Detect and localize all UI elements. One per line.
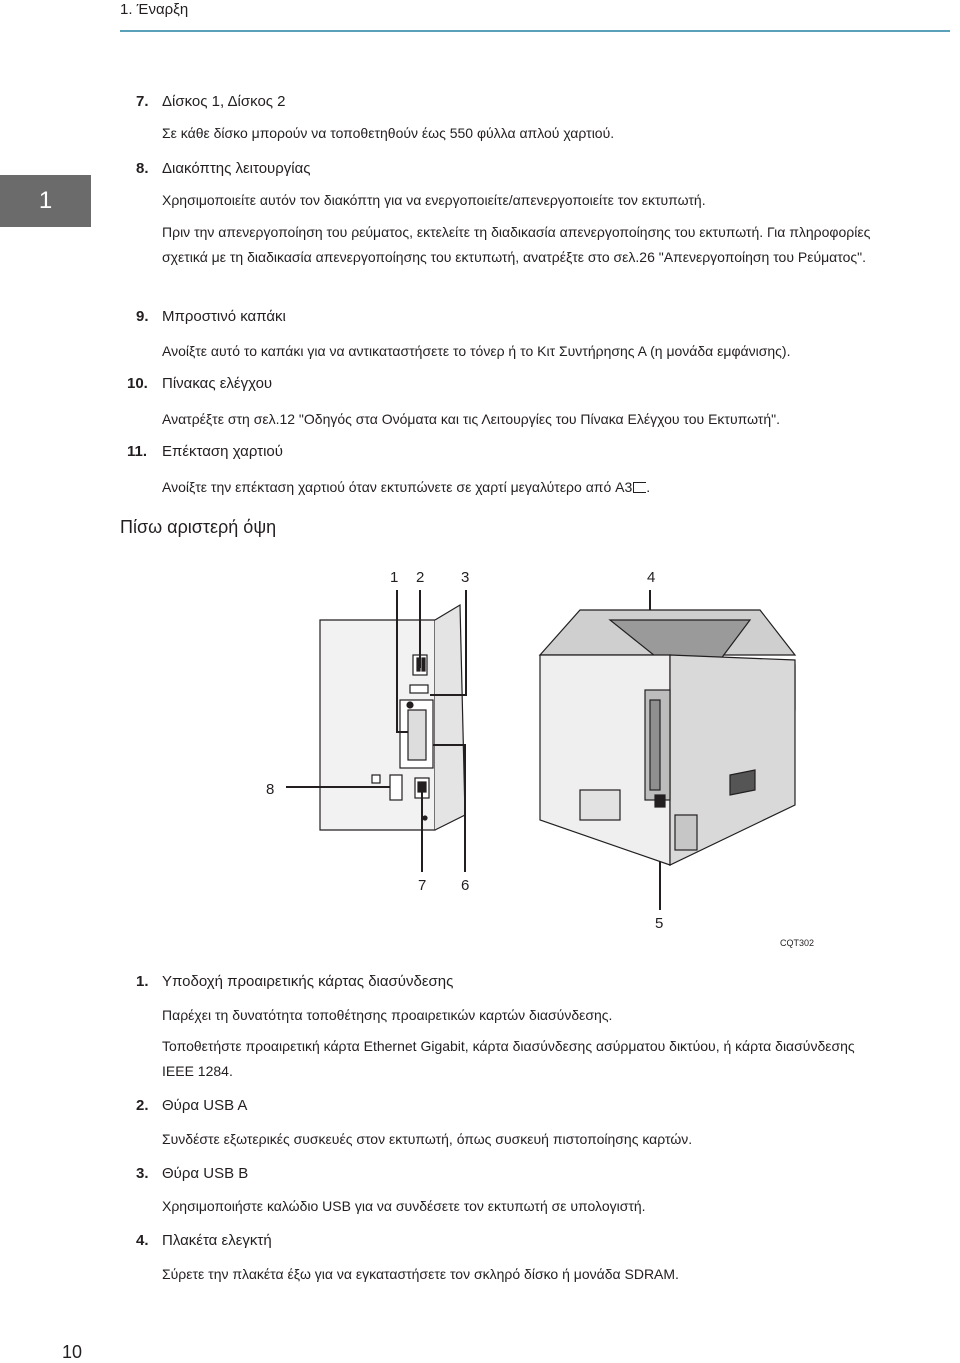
item-number: 10. <box>127 375 148 392</box>
callout-2: 2 <box>416 569 425 586</box>
item-heading: Θύρα USB B <box>162 1165 249 1182</box>
item-paragraph: Ανοίξτε αυτό το καπάκι για να αντικαταστήσετε το τόνερ ή το Κιτ Συντήρησης Α (η μονάδα εμφάνισης). <box>162 343 791 359</box>
paper-landscape-icon <box>633 482 646 493</box>
callout-1: 1 <box>390 569 399 586</box>
item-number: 11. <box>127 443 148 460</box>
printer-body <box>540 610 795 865</box>
item-heading: Πίνακας ελέγχου <box>162 375 273 392</box>
figure-code: CQT302 <box>780 938 815 948</box>
callout-6: 6 <box>461 877 470 894</box>
item-heading: Υποδοχή προαιρετικής κάρτας διασύνδεσης <box>162 973 454 990</box>
item-number: 8. <box>136 160 149 177</box>
item-heading: Μπροστινό καπάκι <box>162 308 286 325</box>
item-paragraph-suffix: . <box>646 479 651 495</box>
section-title: Πίσω αριστερή όψη <box>120 517 277 537</box>
item-number: 9. <box>136 308 149 325</box>
item-heading: Διακόπτης λειτουργίας <box>162 160 311 177</box>
printer-rear-left-view-illustration <box>250 560 830 960</box>
item-paragraph: Πριν την απενεργοποίηση του ρεύματος, εκτελείτε τη διαδικασία απενεργοποίησης του εκτυπωτή. Για πληροφορίες σχετικά με τη διαδικασία απενεργοποίησης του εκτυπωτή, ανατρέξτε στο σελ.26 "Απενεργοποίηση του Ρεύματος". <box>162 224 871 265</box>
port-detail-panel <box>320 605 465 830</box>
item-paragraph: Συνδέστε εξωτερικές συσκευές στον εκτυπωτή, όπως συσκευή πιστοποίησης καρτών. <box>162 1131 693 1147</box>
item-number: 4. <box>136 1232 149 1249</box>
callout-3: 3 <box>461 569 470 586</box>
item-paragraph: Τοποθετήστε προαιρετική κάρτα Ethernet Gigabit, κάρτα διασύνδεσης ασύρματου δικτύου, ή κάρτα διασύνδεσης IEEE 1284. <box>162 1038 855 1079</box>
item-paragraph: Χρησιμοποιήστε καλώδιο USB για να συνδέσετε τον εκτυπωτή σε υπολογιστή. <box>162 1198 646 1214</box>
item-number: 1. <box>136 973 149 990</box>
callout-4: 4 <box>647 569 656 586</box>
item-heading: Θύρα USB A <box>162 1097 248 1114</box>
item-paragraph: Χρησιμοποιείτε αυτόν τον διακόπτη για να ενεργοποιείτε/απενεργοποιείτε τον εκτυπωτή. <box>162 192 706 208</box>
page-number: 10 <box>62 1342 83 1362</box>
chapter-tab: 1 <box>0 175 91 227</box>
item-paragraph: Σύρετε την πλακέτα έξω για να εγκαταστήσετε τον σκληρό δίσκο ή μονάδα SDRAM. <box>162 1266 679 1282</box>
item-heading: Δίσκος 1, Δίσκος 2 <box>162 93 286 110</box>
item-number: 2. <box>136 1097 149 1114</box>
header-rule <box>120 30 950 32</box>
running-header: 1. Έναρξη <box>120 1 189 18</box>
item-heading: Επέκταση χαρτιού <box>162 443 283 460</box>
item-paragraph: Παρέχει τη δυνατότητα τοποθέτησης προαιρετικών καρτών διασύνδεσης. <box>162 1007 613 1023</box>
item-number: 3. <box>136 1165 149 1182</box>
item-paragraph: Σε κάθε δίσκο μπορούν να τοποθετηθούν έως 550 φύλλα απλού χαρτιού. <box>162 125 615 141</box>
item-paragraph <box>162 475 922 500</box>
item-paragraph: Ανατρέξτε στη σελ.12 "Οδηγός στα Ονόματα και τις Λειτουργίες του Πίνακα Ελέγχου του Εκτυπωτή". <box>162 411 780 427</box>
item-number: 7. <box>136 93 149 110</box>
item-paragraph-text: Ανοίξτε την επέκταση χαρτιού όταν εκτυπώνετε σε χαρτί μεγαλύτερο από A3 <box>162 479 633 495</box>
callout-8: 8 <box>266 781 275 798</box>
callout-7: 7 <box>418 877 427 894</box>
callout-5: 5 <box>655 915 664 932</box>
item-heading: Πλακέτα ελεγκτή <box>162 1232 272 1249</box>
